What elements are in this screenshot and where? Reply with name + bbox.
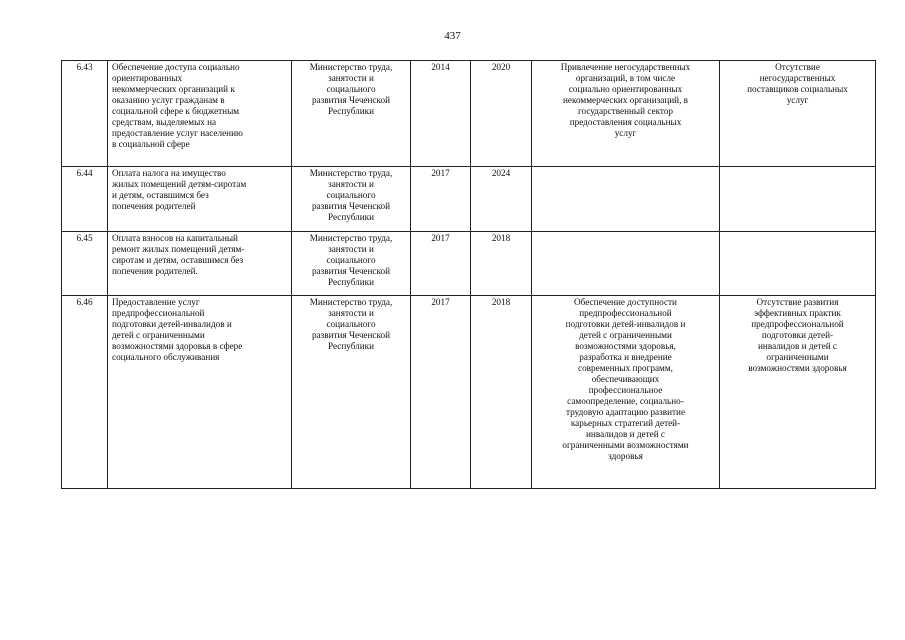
start-year: 2017: [411, 167, 471, 232]
measure-name: [108, 296, 292, 489]
table-row: [62, 61, 876, 167]
measure-name: [108, 232, 292, 296]
measure-name: [108, 167, 292, 232]
row-number: 6.45: [62, 232, 108, 296]
measure-name: [108, 61, 292, 167]
row-number: 6.44: [62, 167, 108, 232]
table-row: [62, 167, 876, 232]
measure-name-text: Оплата налога на имущество жилых помещений детям-сиротам и детям, оставшимся без попечения родителей: [112, 168, 247, 211]
consequence: [720, 232, 876, 296]
end-year: 2018: [471, 232, 532, 296]
executor-text: Министерство труда, занятости и социального развития Чеченской Республики: [309, 62, 393, 116]
expected-result: [532, 61, 720, 167]
executor: [292, 167, 411, 232]
expected-result-text: Привлечение негосударственных организаций, в том числе социально ориентированных некоммерческих организаций, в государственный сектор предоставления социальных услуг: [560, 62, 691, 138]
measure-name-text: Предоставление услуг предпрофессиональной подготовки детей-инвалидов и детей с ограниченными возможностями здоровья в сфере социального обслуживания: [112, 297, 243, 362]
table-row: [62, 296, 876, 489]
consequence-text: Отсутствие негосударственных поставщиков социальных услуг: [747, 62, 848, 105]
end-year: 2020: [471, 61, 532, 167]
consequence-text: Отсутствие развития эффективных практик предпрофессиональной подготовки детей- инвалидов и детей с ограниченными возможностями здоровья: [748, 297, 847, 373]
executor-text: Министерство труда, занятости и социального развития Чеченской Республики: [309, 233, 393, 287]
end-year: 2018: [471, 296, 532, 489]
start-year: 2017: [411, 296, 471, 489]
expected-result: [532, 232, 720, 296]
row-number: 6.46: [62, 296, 108, 489]
executor: [292, 232, 411, 296]
start-year: 2014: [411, 61, 471, 167]
expected-result-text: Обеспечение доступности предпрофессиональной подготовки детей-инвалидов и детей с ограниченными возможностями здоровья, разработка и внедрение современных программ, обеспечивающих профессиональное самоопределение, социально- трудовую адаптацию развитие карьерных стратегий детей- инвалидов и детей с ограниченными возможностями здоровья: [562, 297, 689, 461]
consequence: [720, 61, 876, 167]
consequence: [720, 167, 876, 232]
expected-result: [532, 167, 720, 232]
measure-name-text: Оплата взносов на капитальный ремонт жилых помещений детям- сиротам и детям, оставшимся без попечения родителей.: [112, 233, 245, 276]
end-year: 2024: [471, 167, 532, 232]
table-row: [62, 232, 876, 296]
executor-text: Министерство труда, занятости и социального развития Чеченской Республики: [309, 297, 393, 351]
executor: [292, 61, 411, 167]
expected-result: [532, 296, 720, 489]
consequence: [720, 296, 876, 489]
measure-name-text: Обеспечение доступа социально ориентированных некоммерческих организаций к оказанию услуг гражданам в социальной сфере к бюджетным средствам, выделяемых на предоставление услуг населению в социальной сфере: [112, 62, 243, 149]
measures-table: [61, 60, 876, 489]
executor: [292, 296, 411, 489]
executor-text: Министерство труда, занятости и социального развития Чеченской Республики: [309, 168, 393, 222]
row-number: 6.43: [62, 61, 108, 167]
page-number: 437: [444, 30, 461, 42]
start-year: 2017: [411, 232, 471, 296]
